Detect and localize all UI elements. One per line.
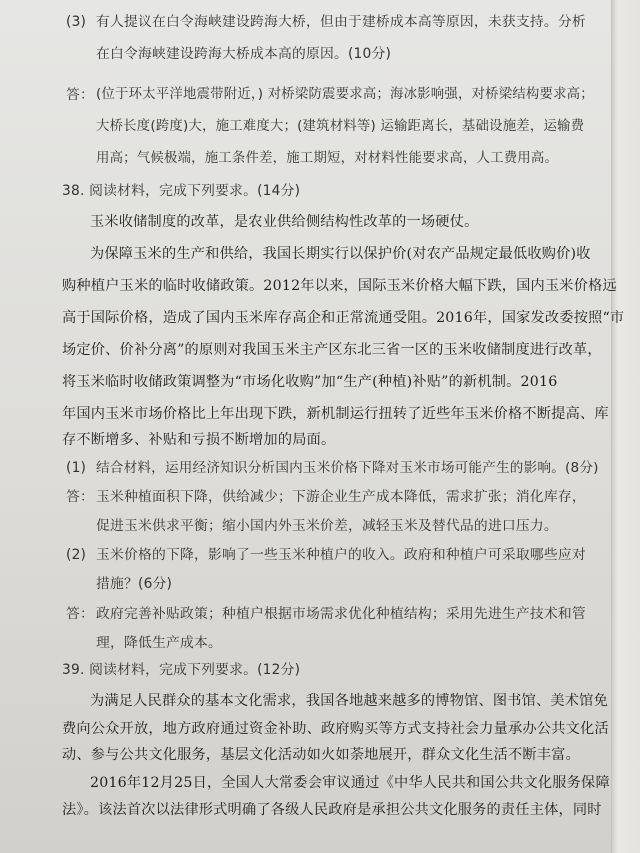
q38-1-label: (1) [66, 460, 87, 476]
q39-material-line-4: 2016年12月25日，全国人大常委会审议通过《中华人民共和国公共文化服务保障 [90, 775, 610, 791]
q37-3-answer-line-3: 用高；气候极端，施工条件差，施工期短，对材料性能要求高，人工费用高。 [96, 151, 559, 166]
q38-material-line-8: 存不断增多、补贴和亏损不断增加的局面。 [62, 432, 336, 448]
q38-1-question-line-1: 结合材料，运用经济知识分析国内玉米价格下降对玉米市场可能产生的影响。(8分) [96, 460, 599, 476]
q38-2-answer-line-1: 政府完善补贴政策；种植户根据市场需求优化种植结构；采用先进生产技术和管 [96, 606, 586, 622]
q39-material-line-2: 费向公众开放，地方政府通过资金补助、政府购买等方式支持社会力量承办公共文化活 [62, 721, 609, 737]
q37-3-question-line-1: 有人提议在白令海峡建设跨海大桥，但由于建桥成本高等原因，未获支持。分析 [96, 14, 586, 30]
page-edge-shadow [611, 0, 640, 853]
q37-3-answer-label: 答： [66, 87, 94, 103]
q38-material-line-5: 场定价、价补分离”的原则对我国玉米主产区东北三省一区的玉米收储制度进行改革， [62, 342, 602, 358]
q38-1-answer-line-2: 促进玉米供求平衡；缩小国内外玉米价差，减轻玉米及替代品的进口压力。 [96, 518, 558, 534]
q38-material-line-1: 玉米收储制度的改革，是农业供给侧结构性改革的一场硬仗。 [90, 214, 479, 230]
q37-3-answer-line-1: (位于环太平洋地震带附近，) 对桥梁防震要求高；海冰影响强，对桥梁结构要求高； [96, 87, 594, 102]
q38-material-line-6: 将玉米临时收储政策调整为“市场化收购”加“生产(种植)补贴”的新机制。2016 [62, 374, 558, 390]
q38-1-answer-label: 答： [66, 489, 94, 505]
q37-3-label: (3) [66, 14, 87, 30]
q38-2-answer-label: 答： [66, 606, 94, 622]
q38-1-answer-line-1: 玉米种植面积下降，供给减少；下游企业生产成本降低，需求扩张；消化库存， [96, 489, 586, 505]
q37-3-question-line-2: 在白令海峡建设跨海大桥成本高的原因。(10分) [96, 46, 392, 62]
q39-material-line-1: 为满足人民群众的基本文化需求，我国各地越来越多的博物馆、图书馆、美术馆免 [90, 693, 608, 709]
q39-material-line-5: 法》。该法首次以法律形式明确了各级人民政府是承担公共文化服务的责任主体，同时 [62, 802, 602, 818]
q37-3-answer-line-2: 大桥长度(跨度)大，施工难度大；(建筑材料等) 运输距离长，基础设施差，运输费 [96, 119, 585, 134]
q39-material-line-3: 动、参与公共文化服务，基层文化活动如火如荼地展开，群众文化生活不断丰富。 [62, 747, 580, 763]
q38-material-line-7: 年国内玉米市场价格比上年出现下跌，新机制运行扭转了近些年玉米价格不断提高、库 [62, 406, 609, 422]
q39-heading: 39. 阅读材料，完成下列要求。(12分) [62, 662, 301, 678]
q38-heading: 38. 阅读材料，完成下列要求。(14分) [62, 183, 301, 199]
q38-2-answer-line-2: 理，降低生产成本。 [96, 635, 222, 651]
q38-2-question-line-2: 措施？(6分) [96, 576, 173, 592]
q38-2-question-line-1: 玉米价格的下降，影响了一些玉米种植户的收入。政府和种植户可采取哪些应对 [96, 547, 586, 563]
q38-material-line-3: 购种植户玉米的临时收储政策。2012年以来，国际玉米价格大幅下跌，国内玉米价格远 [62, 278, 617, 294]
q38-material-line-2: 为保障玉米的生产和供给，我国长期实行以保护价(对农产品规定最低收购价)收 [90, 246, 591, 262]
q38-material-line-4: 高于国际价格，造成了国内玉米库存高企和正常流通受阻。2016年，国家发改委按照“市 [62, 310, 625, 326]
q38-2-label: (2) [66, 547, 87, 563]
